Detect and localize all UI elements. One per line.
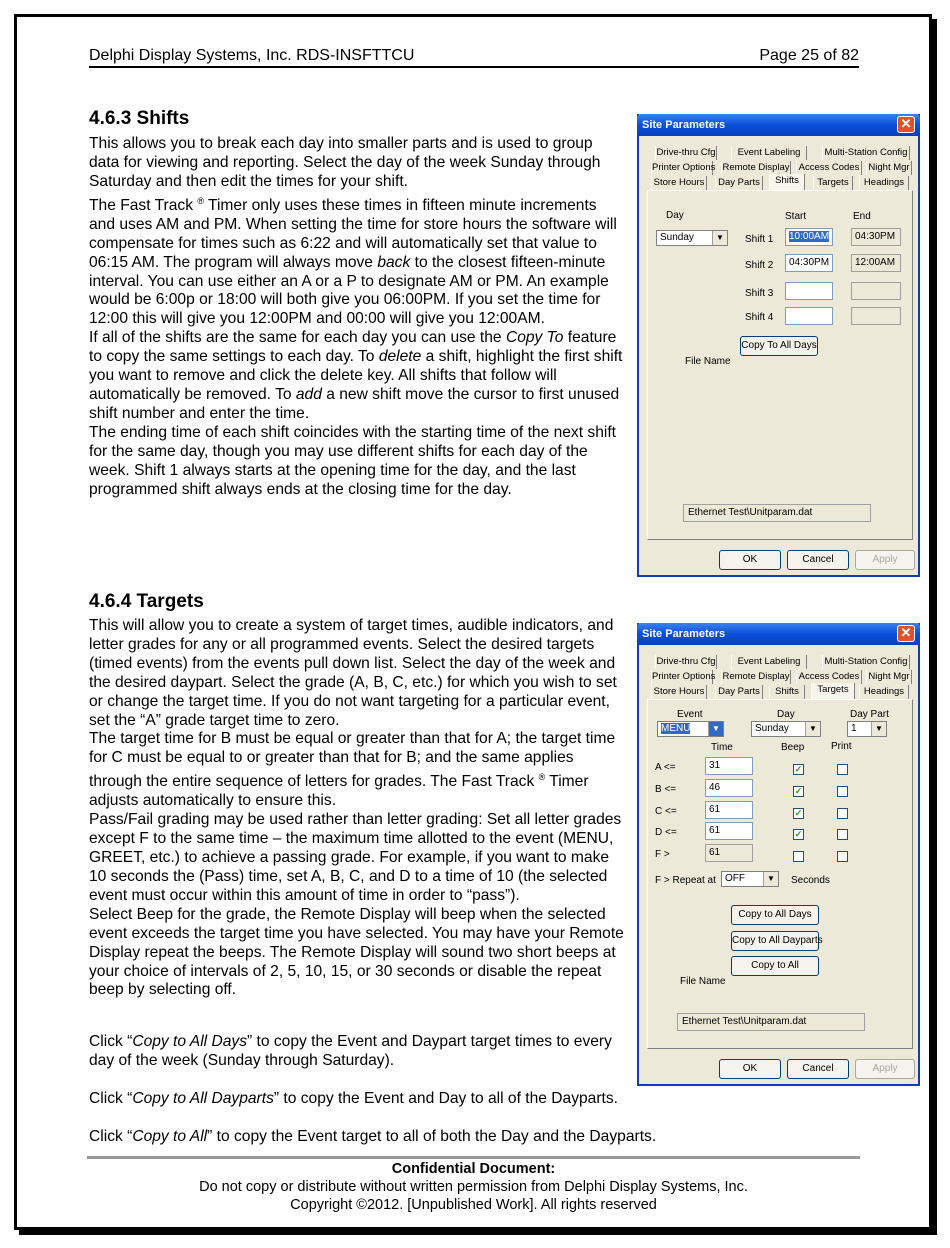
grade-c-beep-checkbox[interactable]: ✓ [794, 808, 803, 818]
day-label: Day [666, 210, 684, 221]
grade-d-label: D <= [655, 827, 677, 838]
grade-a-label: A <= [655, 762, 676, 773]
tab-targets[interactable]: Targets [811, 683, 855, 699]
grade-a-time-field[interactable]: 31 [705, 757, 753, 775]
event-select[interactable]: MENU ▼ [657, 721, 724, 737]
copy-to-all-days-button[interactable]: Copy To All Days [740, 336, 818, 356]
shifts-body [89, 135, 624, 499]
tab-store-hours[interactable]: Store Hours [651, 685, 707, 699]
copy-to-all-note: Click “Copy to All” to copy the Event target to all of both the Day and the Dayparts. [89, 1128, 657, 1145]
tab-day-parts[interactable]: Day Parts [715, 685, 763, 699]
tab-night-mgr[interactable]: Night Mgr [866, 161, 912, 175]
shifts-paragraph: This allows you to break each day into smaller parts and is used to group data for viewing and reporting. Select the day of the week Sunday through Saturday and then edit the times for your shift. [89, 135, 601, 190]
chevron-down-icon[interactable]: ▼ [805, 722, 820, 736]
shifts-paragraph: If all of the shifts are the same for each day you can use the Copy To feature to copy the same settings to each day. To delete a shift, highlight the first shift you want to remove and click the delete key. All shifts that follow will automatically be removed. To add a new shift move the cursor to first unused shift number and enter the time. [89, 329, 623, 422]
tab-shifts[interactable]: Shifts [769, 174, 805, 190]
shift-4-start-field[interactable] [785, 307, 833, 325]
ok-button[interactable]: OK [719, 1059, 781, 1079]
file-name-label: File Name [680, 976, 726, 987]
end-label: End [853, 211, 871, 222]
shift-4-label: Shift 4 [745, 312, 774, 323]
beep-column-label: Beep [781, 742, 805, 753]
shift-3-label: Shift 3 [745, 288, 774, 299]
targets-paragraph: The target time for B must be equal or greater than that for A; the target time for C must be equal to or greater than that for B; and the same applies through the entire sequence of letters for grades. The Fast Track ® Timer adjusts automatically to ensure this. [89, 730, 616, 810]
tab-drive-thru-cfg[interactable]: Drive-thru Cfg [656, 656, 716, 667]
header-page-number: Page 25 of 82 [759, 47, 859, 64]
dialog-title: Site Parameters [642, 628, 726, 640]
cancel-button[interactable]: Cancel [787, 1059, 849, 1079]
grade-b-label: B <= [655, 784, 677, 795]
copy-to-all-days-button[interactable]: Copy to All Days [731, 905, 819, 925]
targets-heading: 4.6.4 Targets [89, 591, 204, 612]
tab-panel [647, 699, 913, 1049]
event-label: Event [677, 709, 703, 720]
grade-d-time-field[interactable]: 61 [705, 822, 753, 840]
chevron-down-icon[interactable]: ▼ [763, 872, 778, 886]
footer-copyright: Copyright ©2012. [Unpublished Work]. All rights reserved [290, 1197, 657, 1213]
grade-a-print-checkbox[interactable] [837, 764, 848, 775]
apply-button[interactable]: Apply [855, 550, 915, 570]
shift-2-start-field[interactable]: 04:30PM [785, 254, 833, 272]
grade-b-time-field[interactable]: 46 [705, 779, 753, 797]
grade-f-print-checkbox[interactable] [837, 851, 848, 862]
grade-d-beep-checkbox[interactable]: ✓ [794, 829, 803, 839]
grade-b-print-checkbox[interactable] [837, 786, 848, 797]
tab-printer-options[interactable]: Printer Options [652, 162, 716, 173]
site-parameters-dialog-shifts [637, 114, 920, 577]
tab-printer-options[interactable]: Printer Options [652, 671, 716, 682]
tab-night-mgr[interactable]: Night Mgr [866, 670, 912, 684]
day-part-label: Day Part [850, 709, 889, 720]
tab-multi-station-config[interactable]: Multi-Station Config [822, 146, 910, 160]
targets-paragraph: Select Beep for the grade, the Remote Display will beep when the selected event exceeds the target time you have selected. You may have your Remote Display repeat the beeps. The Remote Display will sound two short beeps at your choice of intervals of 2, 5, 10, 15, or 30 seconds or disable the repeat beep by selecting off. [89, 905, 624, 999]
grade-f-time-field: 61 [705, 844, 753, 862]
header-company: Delphi Display Systems, Inc. RDS-INSFTTCU [89, 47, 415, 64]
file-name-label: File Name [685, 356, 731, 367]
shift-3-start-field[interactable] [785, 282, 833, 300]
file-path-display: Ethernet Test\Unitparam.dat [677, 1013, 865, 1031]
close-icon[interactable]: ✕ [897, 116, 915, 133]
shift-2-end-field: 12:00AM [851, 254, 901, 272]
targets-paragraph: This will allow you to create a system of target times, audible indicators, and letter grades for any or all programmed events. Select the desired targets (timed events) from the events pull down list. Select the day of the week and the desired daypart. Select the grade (A, B, C, etc.) for which you wish to set or change the target time. If you do not want targeting for a particular event, set the “A” grade target time to zero. [89, 617, 617, 729]
tab-event-labeling[interactable]: Event Labeling [731, 655, 807, 669]
tab-headings[interactable]: Headings [859, 176, 909, 190]
seconds-label: Seconds [791, 875, 830, 886]
grade-d-print-checkbox[interactable] [837, 829, 848, 840]
grade-c-time-field[interactable]: 61 [705, 801, 753, 819]
dialog-titlebar [637, 114, 920, 136]
copy-to-all-button[interactable]: Copy to All [731, 956, 819, 976]
day-label: Day [777, 709, 795, 720]
grade-a-beep-checkbox[interactable]: ✓ [794, 764, 803, 774]
copy-to-all-days-note: Click “Copy to All Days” to copy the Event and Daypart target times to every day of the week (Sunday through Saturday). [89, 1033, 612, 1069]
grade-f-label: F > [655, 849, 670, 860]
footer-confidential: Confidential Document: [391, 1161, 556, 1177]
shift-1-label: Shift 1 [745, 234, 774, 245]
ok-button[interactable]: OK [719, 550, 781, 570]
day-select[interactable]: Sunday ▼ [751, 721, 821, 737]
file-path-display: Ethernet Test\Unitparam.dat [683, 504, 871, 522]
tab-remote-display[interactable]: Remote Display [722, 162, 790, 173]
cancel-button[interactable]: Cancel [787, 550, 849, 570]
grade-b-beep-checkbox[interactable]: ✓ [794, 786, 803, 796]
shifts-heading: 4.6.3 Shifts [89, 108, 190, 129]
footer-divider [87, 1156, 860, 1159]
copy-to-all-dayparts-note: Click “Copy to All Dayparts” to copy the Event and Day to all of the Dayparts. [89, 1090, 618, 1107]
chevron-down-icon[interactable]: ▼ [712, 231, 727, 245]
grade-c-print-checkbox[interactable] [837, 808, 848, 819]
shift-1-start-field[interactable]: 10:00AM [785, 228, 833, 246]
tab-targets[interactable]: Targets [813, 176, 853, 190]
tab-day-parts[interactable]: Day Parts [715, 176, 763, 190]
shift-2-label: Shift 2 [745, 260, 774, 271]
apply-button[interactable]: Apply [855, 1059, 915, 1079]
tab-event-labeling[interactable]: Event Labeling [731, 146, 807, 160]
grade-f-beep-checkbox[interactable] [793, 851, 804, 862]
chevron-down-icon[interactable]: ▼ [871, 722, 886, 736]
tab-headings[interactable]: Headings [859, 685, 909, 699]
tab-store-hours[interactable]: Store Hours [651, 176, 707, 190]
tab-access-codes[interactable]: Access Codes [796, 670, 862, 684]
grade-c-label: C <= [655, 806, 677, 817]
targets-body [89, 617, 624, 1000]
shift-3-end-field [851, 282, 901, 300]
chevron-down-icon[interactable]: ▼ [708, 722, 723, 736]
tab-drive-thru-cfg[interactable]: Drive-thru Cfg [656, 147, 716, 158]
print-column-label: Print [831, 741, 852, 752]
dialog-title: Site Parameters [642, 119, 726, 131]
tab-multi-station-config[interactable]: Multi-Station Config [822, 655, 910, 669]
copy-to-all-dayparts-button[interactable]: Copy to All Dayparts [731, 931, 819, 951]
repeat-interval-select[interactable]: OFF ▼ [721, 871, 779, 887]
dialog-titlebar [637, 623, 920, 645]
targets-paragraph: Pass/Fail grading may be used rather than letter grading: Set all letter grades except F to the same time – the maximum time allotted to the event (MENU, GREET, etc.) to achieve a passing grade. For example, if you want to make 10 seconds the (Pass) time, set A, B, C, and D to a time of 10 (the selected event must occur within this amount of time in order to “pass”). [89, 811, 622, 904]
shifts-paragraph: The ending time of each shift coincides with the starting time of the next shift for the same day, though you may use different shifts for each day of the week. Shift 1 always starts at the opening time for the day, and the last programmed shift always ends at the closing time for the day. [89, 423, 616, 498]
shift-1-end-field: 04:30PM [851, 228, 901, 246]
page-footer [87, 1160, 860, 1214]
page-header [89, 46, 859, 68]
repeat-at-label: F > Repeat at [655, 875, 716, 886]
close-icon[interactable]: ✕ [897, 625, 915, 642]
shifts-paragraph: The Fast Track ® Timer only uses these times in fifteen minute increments and uses AM and PM. When setting the time for store hours the software will compensate for times such as 6:22 and will automatically set that value to 06:15 AM. The program will always move back to the closest fifteen-minute interval. You can use either an A or a P to designate AM or PM. An example would be 6:00p or 18:00 will both give you 06:00PM. If you set the time for 12:00 this will give you 12:00PM and 00:00 will give you 12:00AM. [89, 195, 617, 328]
time-column-label: Time [711, 742, 733, 753]
start-label: Start [785, 211, 807, 222]
tab-remote-display[interactable]: Remote Display [722, 671, 790, 682]
day-select[interactable]: Sunday ▼ [656, 230, 728, 246]
footer-notice: Do not copy or distribute without written permission from Delphi Display Systems, Inc. [199, 1179, 748, 1195]
day-part-select[interactable]: 1 ▼ [847, 721, 887, 737]
tab-shifts[interactable]: Shifts [769, 685, 805, 699]
site-parameters-dialog-targets [637, 623, 920, 1086]
tab-access-codes[interactable]: Access Codes [796, 161, 862, 175]
shift-4-end-field [851, 307, 901, 325]
